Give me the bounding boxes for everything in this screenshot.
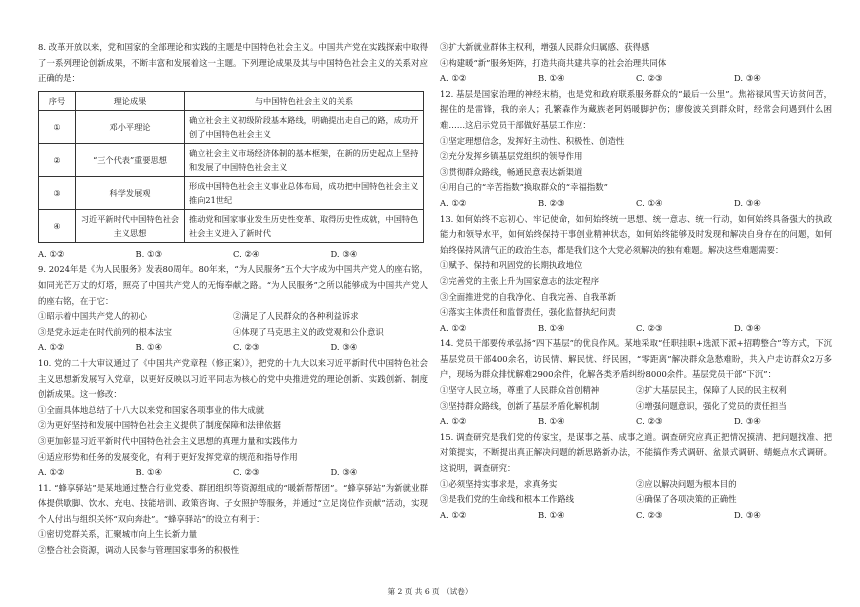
q9-item-4: ④体现了马克思主义的政党观和公仆意识: [233, 326, 384, 337]
option-a: A. ①②: [440, 322, 467, 333]
q15-item-4: ④确保了各项决策的正确性: [636, 494, 737, 505]
q12-item-1: ①坚定理想信念，发挥好主动性、积极性、创造性: [440, 135, 625, 146]
row-relation: 确立社会主义市场经济体制的基本框架，在新的历史起点上坚持和发展了中国特色社会主义: [185, 143, 424, 176]
option-c: C. ①④: [636, 197, 663, 208]
option-d: D. ③④: [734, 416, 761, 427]
q15-stem: 15. 调查研究是我们党的传家宝，是谋事之基、成事之道。调查研究应真正把情况摸清、把问题找准、把对策提实，不断提出真正解决问题的新思路新办法，不能搞作秀式调研、盆景式调研、蜻蜓点水式调研。这说明，调查研究：: [440, 431, 832, 474]
table-row: [39, 143, 424, 176]
row-theory: 邓小平理论: [76, 110, 185, 143]
option-d: D. ③④: [330, 467, 358, 478]
option-d: D. ③④: [734, 73, 761, 84]
option-b: B. ①④: [538, 322, 565, 333]
option-b: B. ①④: [538, 73, 565, 84]
option-c: C. ②③: [636, 509, 663, 520]
option-b: B. ①④: [135, 342, 162, 353]
option-d: D. ③④: [734, 509, 761, 520]
option-b: B. ①④: [135, 467, 162, 478]
q12-item-2: ②充分发挥乡镇基层党组织的领导作用: [440, 151, 583, 162]
q14-items-row2: [440, 399, 832, 415]
q14-item-2: ②扩大基层民主，保障了人民的民主权利: [636, 385, 787, 396]
q9-items-row2: [38, 325, 428, 341]
q11-item-2: ②整合社会资源，调动人民参与管理国家事务的积极性: [38, 545, 239, 556]
q11-item-4: ④构建暖“新”服务矩阵，打造共商共建共享的社会治理共同体: [440, 57, 667, 68]
q15-items-row2: [440, 492, 832, 508]
q10-item-2: ②为更好坚持和发展中国特色社会主义提供了制度保障和法律依据: [38, 420, 281, 431]
q14-options: [440, 414, 832, 430]
q13-item-2: ②完善党的主张上升为国家意志的法定程序: [440, 275, 600, 286]
q15-item-3: ③是我们党的生命线和根本工作路线: [440, 494, 574, 505]
q10-options: [38, 465, 428, 481]
q14-items-row1: [440, 383, 832, 399]
option-a: A. ①②: [38, 342, 65, 353]
option-a: A. ①②: [440, 416, 467, 427]
option-d: D. ③④: [330, 342, 358, 353]
table-row: [39, 176, 424, 209]
q12-options: [440, 196, 832, 212]
table-row: [39, 110, 424, 143]
option-c: C. ②③: [233, 342, 260, 353]
header-relation: 与中国特色社会主义的关系: [185, 91, 424, 110]
q12-item-3: ③贯彻群众路线，畅通民意表达新渠道: [440, 166, 583, 177]
q13-stem: 13. 如何始终不忘初心、牢记使命，如何始终统一思想、统一意志、统一行动，如何始终具备强大的执政能力和领导水平，如何始终保持干事创业精神状态，如何始终能够及时发现和解决自身存在的问题，如何始终保持风清气正的政治生态，都是我们这个大党必须解决的独有难题。解决这些难题需要：: [440, 213, 832, 255]
q10-item-4: ④适应形势和任务的发展变化，有利于更好发挥党章的规范和指导作用: [38, 451, 298, 462]
q9-stem: 9. 2024年是《为人民服务》发表80周年。80年来，“为人民服务”五个大字成为中国共产党人的座右铭，如同光芒万丈的灯塔，照亮了中国共产党人的无悔奉献之路。“为人民服务”之所以能够成为中国共产党人的座右铭，在于它：: [38, 264, 428, 306]
q12-item-4: ④用自己的“辛苦指数”换取群众的“幸福指数”: [440, 182, 608, 193]
q8-stem: 8. 改革开放以来，党和国家的全部理论和实践的主题是中国特色社会主义。中国共产党在实践探索中取得了一系列理论创新成果，不断丰富和发展着这一主题。下列理论成果及其与中国特色社会主义的关系对应正确的是：: [38, 42, 428, 84]
option-a: A. ①②: [38, 248, 65, 259]
row-no: ④: [39, 209, 76, 242]
option-c: C. ②④: [233, 248, 260, 259]
q15-item-2: ②应以解决问题为根本目的: [636, 478, 737, 489]
row-no: ①: [39, 110, 76, 143]
q10-item-1: ①全面具体地总结了十八大以来党和国家各项事业的伟大成就: [38, 404, 265, 415]
option-c: C. ②③: [636, 73, 663, 84]
option-c: C. ②③: [636, 416, 663, 427]
header-no: 序号: [39, 91, 76, 110]
right-column: [440, 40, 832, 523]
q15-item-1: ①必须坚持实事求是，求真务实: [440, 478, 558, 489]
row-theory: “三个代表”重要思想: [76, 143, 185, 176]
row-relation: 确立社会主义初级阶段基本路线，明确提出走自己的路，成功开创了中国特色社会主义: [185, 110, 424, 143]
q14-item-4: ④增强问题意识，强化了党员的责任担当: [636, 400, 787, 411]
q9-item-1: ①昭示着中国共产党人的初心: [38, 311, 147, 322]
q9-item-2: ②满足了人民群众的各种利益诉求: [233, 311, 359, 322]
q12-stem: 12. 基层是国家治理的神经末梢，也是党和政府联系服务群众的“最后一公里”。焦裕禄风雪天访贫问苦，握住的是雷锋，我的亲人；孔繁森作为藏族老阿妈暖脚护伤；廖俊波关到群众时，经常会问遇到什么困难……这启示党员干部做好基层工作应：: [440, 88, 832, 130]
q11-item-1: ①密切党群关系，汇聚城市向上生长新力量: [38, 529, 198, 540]
q13-item-3: ③全面推进党的自我净化、自我完善、自我革新: [440, 291, 616, 302]
option-b: B. ①③: [135, 248, 162, 259]
q13-options: [440, 321, 832, 337]
q14-item-1: ①坚守人民立场，尊重了人民群众首创精神: [440, 385, 600, 396]
row-no: ②: [39, 143, 76, 176]
row-theory: 习近平新时代中国特色社会主义思想: [76, 209, 185, 242]
q13-item-4: ④落实主体责任和监督责任，强化监督执纪问责: [440, 307, 616, 318]
option-d: D. ③④: [330, 248, 358, 259]
option-c: C. ②③: [636, 322, 663, 333]
q11-options: [440, 71, 832, 87]
q14-stem: 14. 党员干部要传承弘扬“四下基层”的优良作风。某地采取“任职挂职+选派下派+招聘整合”等方式，下沉基层党员干部400余名，访民情、解民忧、纾民困，“零距离”解决群众急愁难盼，共入户走访群众2万多户，现场为群众排忧解难2900余件，化解各类矛盾纠纷8000余件。基层党员干部“下沉”：: [440, 338, 832, 380]
option-a: A. ①②: [440, 509, 467, 520]
row-theory: 科学发展观: [76, 176, 185, 209]
row-relation: 推动党和国家事业发生历史性变革、取得历史性成就，中国特色社会主义进入了新时代: [185, 209, 424, 242]
option-b: B. ①④: [538, 509, 565, 520]
page-footer: 第 2 页 共 6 页 （试卷）: [387, 587, 473, 596]
left-column: [38, 40, 428, 559]
q10-item-3: ③更加彰显习近平新时代中国特色社会主义思想的真理力量和实践伟力: [38, 435, 298, 446]
option-a: A. ①②: [38, 467, 65, 478]
q11-item-3: ③扩大新就业群体主权利，增强人民群众归属感、获得感: [440, 42, 650, 52]
q8-table: [38, 91, 424, 243]
option-a: A. ①②: [440, 73, 467, 84]
q11-stem: 11. “蜂享驿站”是某地通过整合行业党委、群团组织等资源组成的“暖新帮帮团”。“蜂享驿站”为新就业群体提供歇脚、饮水、充电、技能培训、政策咨询、子女照护等服务，并通过“立足岗位作贡献”活动，实现个人付出与组织关怀“双向奔赴”。“蜂享驿站”的设立有利于：: [38, 482, 428, 524]
option-a: A. ①②: [440, 197, 467, 208]
row-relation: 形成中国特色社会主义事业总体布局，成功把中国特色社会主义推向21世纪: [185, 176, 424, 209]
header-theory: 理论成果: [76, 91, 185, 110]
option-b: B. ①④: [538, 416, 565, 427]
q10-stem: 10. 党的二十大审议通过了《中国共产党章程（修正案）》，把党的十九大以来习近平新时代中国特色社会主义思想新发展写入党章，以更好反映以习近平同志为核心的党中央推进党的理论创新、实践创新、制度创新成果。这一修改：: [38, 357, 428, 400]
q14-item-3: ③坚持群众路线，创新了基层矛盾化解机制: [440, 400, 600, 411]
q9-items-row1: [38, 309, 428, 325]
option-d: D. ③④: [734, 197, 761, 208]
q13-item-1: ①赋予、保持和巩固党的长期执政地位: [440, 260, 583, 271]
option-d: D. ③④: [734, 322, 761, 333]
q15-options: [440, 508, 832, 524]
q9-options: [38, 340, 428, 356]
row-no: ③: [39, 176, 76, 209]
q9-item-3: ③是党永远走在时代前列的根本法宝: [38, 326, 172, 337]
option-b: B. ②③: [538, 197, 565, 208]
q8-options: [38, 247, 428, 263]
table-row: [39, 209, 424, 242]
option-c: C. ②③: [233, 467, 260, 478]
q15-items-row1: [440, 477, 832, 493]
q8-table-header: [39, 91, 424, 110]
